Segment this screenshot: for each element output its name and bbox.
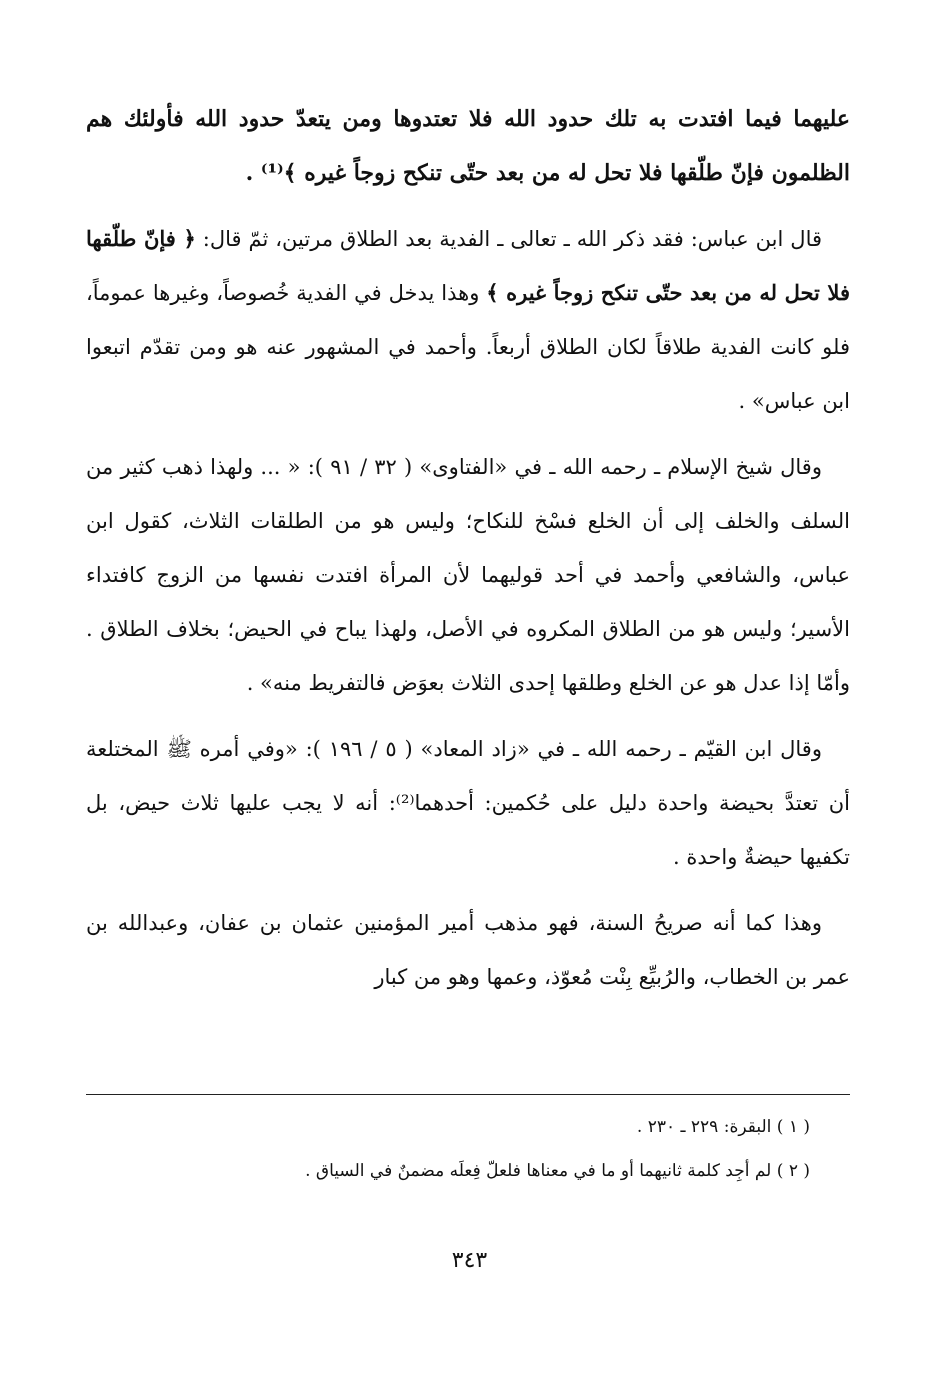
quoted-verse: ﴿ فإنّ طلّقها فلا تحل له من بعد حتّى تنكح زوجاً غيره ﴾ xyxy=(86,226,851,305)
sunnah-paragraph: وهذا كما أنه صريحُ السنة، فهو مذهب أمير المؤمنين عثمان بن عفان، وعبدالله بن عمر بن الخطاب، والرُبيِّع بِنْت مُعوّذ، وعمها وهو من كبار xyxy=(86,911,850,989)
page-body xyxy=(86,92,850,1004)
quran-verse-paragraph: عليهما فيما افتدت به تلك حدود الله فلا تعتدوها ومن يتعدّ حدود الله فأولئك هم الظلمون فإنّ طلّقها فلا تحل له من بعد حتّى تنكح زوجاً غيره ﴾⁽¹⁾ . xyxy=(86,106,850,186)
footnote-2: ( ٢ ) لم أجِد كلمة ثانيهما أو ما في معناها فلعلّ فِعلَه مضمنٌ في السياق . xyxy=(305,1161,810,1181)
footnotes xyxy=(86,1105,810,1193)
ibn-al-qayyim-paragraph: وقال ابن القيّم ـ رحمه الله ـ في «زاد المعاد» ( ٥ / ١٩٦ ): «وفي أمره ﷺ المختلعة أن تعتدَّ بحيضة واحدة دليل على حُكمين: أحدهما⁽²⁾: أنه لا يجب عليها ثلاث حيض، بل تكفيها حيضةٌ واحدة . xyxy=(86,737,850,869)
ibn-abbas-text-start: قال ابن عباس: فقد ذكر الله ـ تعالى ـ الفدية بعد الطلاق مرتين، ثمّ قال: xyxy=(195,227,823,251)
shaykh-al-islam-paragraph: وقال شيخ الإسلام ـ رحمه الله ـ في «الفتاوى» ( ٣٢ / ٩١ ): « ... ولهذا ذهب كثير من السلف والخلف إلى أن الخلع فسْخ للنكاح؛ وليس هو من الطلقات الثلاث، كقول ابن عباس، والشافعي وأحمد في أحد قوليهما لأن المرأة افتدت نفسها من الزوج كافتداء الأسير؛ وليس هو من الطلاق المكروه في الأصل، ولهذا يباح في الحيض؛ بخلاف الطلاق . وأمّا إذا عدل هو عن الخلع وطلقها إحدى الثلاث بعوَض فالتفريط منه» . xyxy=(86,455,850,695)
ibn-abbas-paragraph xyxy=(86,212,850,428)
footnote-1: ( ١ ) البقرة: ٢٢٩ ـ ٢٣٠ . xyxy=(636,1117,810,1137)
footnote-divider xyxy=(86,1094,850,1095)
ibn-abbas-text-end: وهذا يدخل في الفدية خُصوصاً، وغيرها عموماً، فلو كانت الفدية طلاقاً لكان الطلاق أربعاً. وأحمد في المشهور عنه هو ومن تقدّم اتبعوا ابن عباس» . xyxy=(86,281,850,413)
page-number: ٣٤٣ xyxy=(451,1248,488,1273)
